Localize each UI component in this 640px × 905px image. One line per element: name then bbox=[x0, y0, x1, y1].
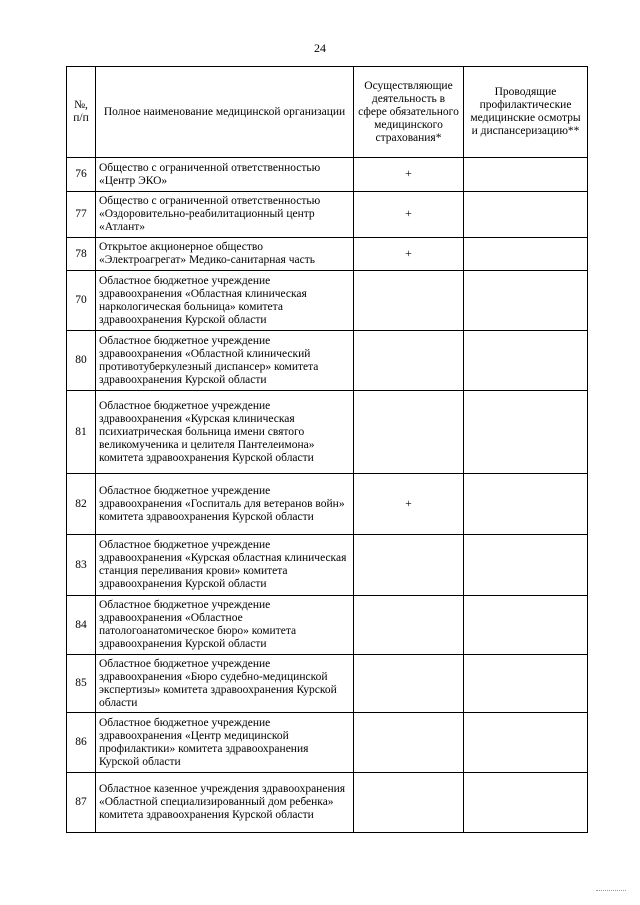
preventive-mark bbox=[464, 192, 588, 238]
oms-mark bbox=[354, 535, 464, 596]
table-row bbox=[67, 271, 588, 331]
organization-name: Общество с ограниченной ответственностью «Центр ЭКО» bbox=[96, 158, 354, 192]
preventive-mark bbox=[464, 331, 588, 391]
preventive-mark bbox=[464, 474, 588, 535]
row-number: 84 bbox=[67, 596, 96, 655]
oms-mark bbox=[354, 391, 464, 474]
row-number: 83 bbox=[67, 535, 96, 596]
preventive-mark bbox=[464, 773, 588, 833]
preventive-mark bbox=[464, 391, 588, 474]
header-oms: Осуществляющие деятельность в сфере обязательного медицинского страхования* bbox=[354, 67, 464, 158]
table-row bbox=[67, 391, 588, 474]
organization-name: Общество с ограниченной ответственностью «Оздоровительно-реабилитационный центр «Атлант» bbox=[96, 192, 354, 238]
preventive-mark bbox=[464, 158, 588, 192]
row-number: 78 bbox=[67, 238, 96, 271]
header-number: №, п/п bbox=[67, 67, 96, 158]
table-row bbox=[67, 596, 588, 655]
organization-name: Областное казенное учреждения здравоохранения «Областной специализированный дом ребенка» комитета здравоохранения Курской области bbox=[96, 773, 354, 833]
scan-artifact bbox=[596, 890, 626, 894]
oms-mark: + bbox=[354, 158, 464, 192]
organization-name: Областное бюджетное учреждение здравоохранения «Госпиталь для ветеранов войн» комитета здравоохранения Курской области bbox=[96, 474, 354, 535]
organization-name: Открытое акционерное общество «Электроагрегат» Медико-санитарная часть bbox=[96, 238, 354, 271]
table-row bbox=[67, 773, 588, 833]
oms-mark: + bbox=[354, 192, 464, 238]
oms-mark bbox=[354, 655, 464, 713]
table-row bbox=[67, 331, 588, 391]
oms-mark bbox=[354, 713, 464, 773]
table-row bbox=[67, 535, 588, 596]
row-number: 86 bbox=[67, 713, 96, 773]
oms-mark bbox=[354, 773, 464, 833]
oms-mark bbox=[354, 596, 464, 655]
row-number: 76 bbox=[67, 158, 96, 192]
oms-mark bbox=[354, 271, 464, 331]
row-number: 85 bbox=[67, 655, 96, 713]
organization-name: Областное бюджетное учреждение здравоохранения «Областное патологоанатомическое бюро» комитета здравоохранения Курской области bbox=[96, 596, 354, 655]
row-number: 87 bbox=[67, 773, 96, 833]
preventive-mark bbox=[464, 535, 588, 596]
preventive-mark bbox=[464, 271, 588, 331]
header-organization-name: Полное наименование медицинской организации bbox=[96, 67, 354, 158]
page-number: 24 bbox=[314, 41, 326, 55]
oms-mark: + bbox=[354, 474, 464, 535]
organization-name: Областное бюджетное учреждение здравоохранения «Бюро судебно-медицинской экспертизы» комитета здравоохранения Курской области bbox=[96, 655, 354, 713]
organization-name: Областное бюджетное учреждение здравоохранения «Центр медицинской профилактики» комитета здравоохранения Курской области bbox=[96, 713, 354, 773]
preventive-mark bbox=[464, 596, 588, 655]
oms-mark bbox=[354, 331, 464, 391]
table-row bbox=[67, 158, 588, 192]
organization-name: Областное бюджетное учреждение здравоохранения «Курская клиническая психиатрическая больница имени святого великомученика и целителя Пантелеимона» комитета здравоохранения Курской области bbox=[96, 391, 354, 474]
table-row bbox=[67, 655, 588, 713]
oms-mark: + bbox=[354, 238, 464, 271]
table-row bbox=[67, 192, 588, 238]
organization-name: Областное бюджетное учреждение здравоохранения «Областная клиническая наркологическая больница» комитета здравоохранения Курской области bbox=[96, 271, 354, 331]
header-row bbox=[67, 67, 588, 158]
medical-organizations-table bbox=[66, 66, 588, 833]
organization-name: Областное бюджетное учреждение здравоохранения «Курская областная клиническая станция переливания крови» комитета здравоохранения Курской области bbox=[96, 535, 354, 596]
organization-name: Областное бюджетное учреждение здравоохранения «Областной клинический противотуберкулезный диспансер» комитета здравоохранения Курской области bbox=[96, 331, 354, 391]
preventive-mark bbox=[464, 713, 588, 773]
header-preventive-exams: Проводящие профилактические медицинские осмотры и диспансеризацию** bbox=[464, 67, 588, 158]
table-row bbox=[67, 238, 588, 271]
table-row bbox=[67, 713, 588, 773]
table-row bbox=[67, 474, 588, 535]
preventive-mark bbox=[464, 655, 588, 713]
row-number: 80 bbox=[67, 331, 96, 391]
row-number: 77 bbox=[67, 192, 96, 238]
row-number: 82 bbox=[67, 474, 96, 535]
row-number: 81 bbox=[67, 391, 96, 474]
row-number: 70 bbox=[67, 271, 96, 331]
preventive-mark bbox=[464, 238, 588, 271]
